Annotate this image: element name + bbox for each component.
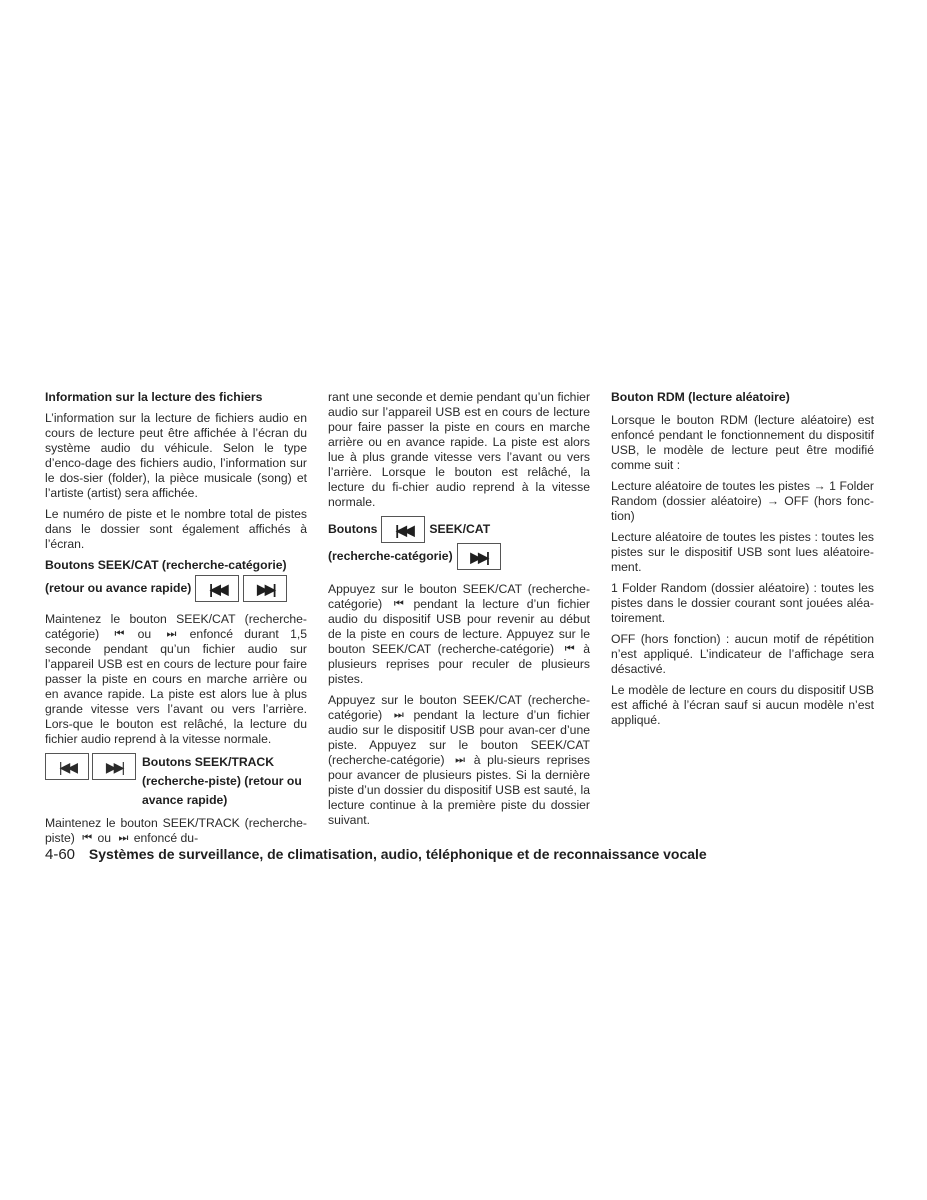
column-2: [328, 390, 590, 834]
heading-rdm: Bouton RDM (lecture aléatoire): [611, 390, 790, 404]
prev-track-icon: ⏮: [393, 598, 402, 610]
page-footer: [45, 846, 707, 863]
next-track-icon: ⏭: [393, 709, 402, 721]
text-span: enfoncé du-: [133, 831, 199, 845]
text-span: enfoncé durant 1,5 seconde pendant qu’un fichier audio sur l’appareil USB est en cours de lecture pour faire passer la piste en cours en marche arrière ou en avance rapide. La piste est alors lue à plus grande vitesse vers l’avant ou vers l’arrière. Lors-que le bouton est relâché, la lecture du fichier audio reprend à la vitesse normale.: [45, 627, 308, 746]
text-span: ou: [137, 627, 152, 641]
paragraph-file-info: L’information sur la lecture de fichiers audio en cours de lecture peut être affichée à l’écran du système audio du véhicule. Selon le type d’enco-dage des fichiers audio, l’information sur le dos-sier (folder), la pièce musicale (song) et l’artiste (artist) sera affichée.: [45, 411, 307, 500]
prev-track-icon: ⏮: [82, 832, 91, 844]
text-span: pendant la lecture d’un fichier audio du dispositif USB pour revenir au début de la piste en cours de lecture. Appuyez sur le bouton SEEK/CAT (recherche-catégorie): [328, 597, 590, 656]
seek-forward-button-icon: ▶▶|: [457, 543, 501, 570]
heading-seek-cat-2-row1: [328, 516, 590, 543]
paragraph-rdm-all: Lecture aléatoire de toutes les pistes : toutes les pistes sur le dispositif USB sont lues aléatoire-ment.: [611, 530, 874, 574]
heading-seek-cat-row: [45, 575, 307, 602]
paragraph-track-number: Le numéro de piste et le nombre total de pistes dans le dossier sont également affichés à l’écran.: [45, 507, 307, 551]
paragraph-rdm-sequence: Lecture aléatoire de toutes les pistes → 1 Folder Random (dossier aléatoire) → OFF (hors fonc-tion): [611, 479, 874, 523]
text-span: Maintenez le bouton SEEK/TRACK (recherche-piste): [45, 816, 307, 845]
text-span: à plu-sieurs reprises pour avancer de plusieurs pistes. Si la dernière piste d’un dossier du dispositif USB est sauté, la lecture continue à la première piste du dossier suivant.: [328, 753, 590, 827]
seek-back-button-icon: |◀◀: [381, 516, 425, 543]
paragraph-continued: rant une seconde et demie pendant qu’un fichier audio sur l’appareil USB est en cours de lecture pour faire passer la piste en cours en marche arrière ou en avance rapide. La piste est alors lue à plus grande vitesse vers l’avant ou vers l’arrière. Lorsque le bouton est relâché, la lecture du fi-chier audio reprend à la vitesse normale.: [328, 390, 590, 509]
prev-track-icon: ⏮: [114, 628, 123, 640]
prev-track-icon: ⏮: [564, 643, 573, 655]
paragraph-seek-track: [45, 816, 307, 846]
column-1: [45, 390, 307, 852]
seek-forward-button-icon: ▶▶|: [243, 575, 287, 602]
heading-seek-cat-sub: (retour ou avance rapide): [45, 581, 192, 595]
seek-back-button-icon: |◀◀: [45, 753, 89, 780]
column-3: [611, 390, 874, 734]
paragraph-rdm-display: Le modèle de lecture en cours du dispositif USB est affiché à l’écran sauf si aucun modèle n’est appliqué.: [611, 683, 874, 727]
seek-track-icons: [45, 753, 136, 810]
next-track-icon: ⏭: [166, 628, 175, 640]
heading-seek-cat-2-row2: [328, 543, 590, 570]
text-span: Maintenez le bouton SEEK/CAT (recherche-catégorie): [45, 612, 307, 641]
heading-text: (recherche-catégorie): [328, 549, 453, 563]
seek-forward-button-icon: ▶▶|: [92, 753, 136, 780]
seek-track-heading-block: [45, 753, 307, 810]
text-span: pendant la lecture d’un fichier audio sur le dispositif USB pour avan-cer d’une piste. Appuyez sur le bouton SEEK/CAT (recherche-catégorie): [328, 708, 590, 767]
heading-seek-track: Boutons SEEK/TRACK (recherche-piste) (retour ou avance rapide): [142, 755, 302, 807]
paragraph-seek-cat: [45, 612, 307, 747]
text-span: ou: [97, 831, 112, 845]
page-number: 4-60: [45, 846, 76, 863]
paragraph-seek-forward: [328, 693, 590, 828]
paragraph-rdm-folder: 1 Folder Random (dossier aléatoire) : toutes les pistes dans le dossier courant sont jouées aléa-toirement.: [611, 581, 874, 625]
paragraph-seek-back: [328, 582, 590, 687]
chapter-title: Systèmes de surveillance, de climatisation, audio, téléphonique et de reconnaissance vocale: [88, 846, 707, 862]
seek-back-button-icon: |◀◀: [195, 575, 239, 602]
next-track-icon: ⏭: [118, 832, 127, 844]
text-span: à plusieurs reprises pour reculer de plusieurs pistes.: [328, 642, 590, 686]
paragraph-rdm-intro: Lorsque le bouton RDM (lecture aléatoire) est enfoncé pendant le fonctionnement du dispositif USB, le modèle de lecture peut être modifié comme suit :: [611, 413, 874, 472]
heading-text: Boutons: [328, 522, 378, 536]
heading-file-info: Information sur la lecture des fichiers: [45, 390, 263, 404]
paragraph-rdm-off: OFF (hors fonction) : aucun motif de répétition n’est appliqué. L’indicateur de l’affichage sera désactivé.: [611, 632, 874, 676]
text-span: Appuyez sur le bouton SEEK/CAT (recherche-catégorie): [328, 693, 590, 722]
text-span: Appuyez sur le bouton SEEK/CAT (recherche-catégorie): [328, 582, 590, 611]
next-track-icon: ⏭: [455, 754, 464, 766]
heading-seek-cat: Boutons SEEK/CAT (recherche-catégorie): [45, 558, 287, 572]
heading-text: SEEK/CAT: [429, 522, 491, 536]
